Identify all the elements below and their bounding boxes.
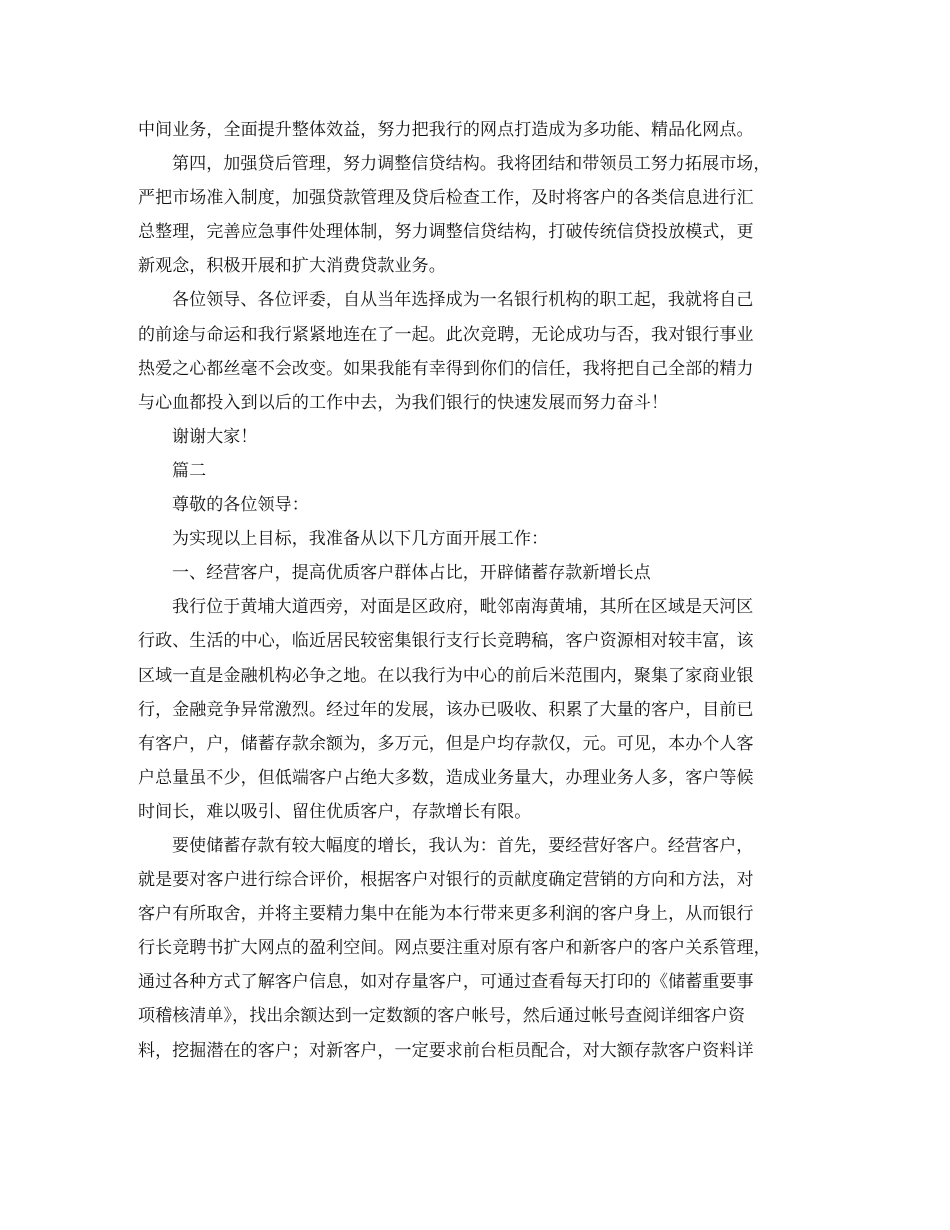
text-line: 中间业务，全面提升整体效益，努力把我行的网点打造成为多功能、精品化网点。 (138, 120, 754, 140)
text-line: 我行位于黄埔大道西旁，对面是区政府，毗邻南海黄埔，其所在区域是天河区 (172, 597, 754, 618)
text-line: 严把市场准入制度，加强贷款管理及贷后检查工作，及时将客户的各类信息进行汇 (138, 188, 754, 209)
text-line: 要使储蓄存款有较大幅度的增长，我认为：首先，要经营好客户。经营客户， (172, 835, 754, 856)
text-line: 第四，加强贷后管理，努力调整信贷结构。我将团结和带领员工努力拓展市场， (172, 154, 771, 175)
text-line: 通过各种方式了解客户信息，如对存量客户，可通过查看每天打印的《储蓄重要事 (138, 972, 754, 993)
text-line: 的前途与命运和我行紧紧地连在了一起。此次竞聘，无论成功与否，我对银行事业 (138, 324, 754, 345)
document-body (138, 113, 810, 1068)
text-line: 热爱之心都丝毫不会改变。如果我能有幸得到你们的信任，我将把自己全部的精力 (138, 358, 754, 379)
text-line: 与心血都投入到以后的工作中去，为我们银行的快速发展而努力奋斗！ (138, 392, 669, 413)
text-line: 客户有所取舍，并将主要精力集中在能为本行带来更多利润的客户身上，从而银行 (138, 904, 754, 925)
text-line: 项稽核清单》，找出余额达到一定数额的客户帐号，然后通过帐号查阅详细客户资 (138, 1006, 746, 1027)
text-line: 就是要对客户进行综合评价，根据客户对银行的贡献度确定营销的方向和方法，对 (138, 870, 754, 891)
text-line: 各位领导、各位评委，自从当年选择成为一名银行机构的职工起，我就将自己 (172, 290, 754, 311)
text-line: 有客户，户，储蓄存款余额为，多万元，但是户均存款仅，元。可见，本办个人客 (138, 733, 754, 754)
text-line: 区域一直是金融机构必争之地。在以我行为中心的前后米范围内，聚集了家商业银 (138, 665, 754, 686)
text-line: 料，挖掘潜在的客户；对新客户，一定要求前台柜员配合，对大额存款客户资料详 (138, 1040, 754, 1061)
text-line: 一、经营客户，提高优质客户群体占比，开辟储蓄存款新增长点 (172, 563, 651, 584)
text-line: 总整理，完善应急事件处理体制，努力调整信贷结构，打破传统信贷投放模式，更 (138, 222, 754, 243)
text-line: 谢谢大家！ (172, 426, 258, 447)
text-line: 为实现以上目标，我准备从以下几方面开展工作： (172, 529, 549, 550)
text-line: 尊敬的各位领导： (172, 495, 309, 516)
text-line: 户总量虽不少，但低端客户占绝大多数，造成业务量大，办理业务人多，客户等候 (138, 767, 754, 788)
text-line: 篇二 (172, 460, 207, 481)
text-line: 行长竞聘书扩大网点的盈利空间。网点要注重对原有客户和新客户的客户关系管理， (138, 938, 771, 959)
text-line: 时间长，难以吸引、留住优质客户，存款增长有限。 (138, 801, 532, 822)
text-line: 新观念，积极开展和扩大消费贷款业务。 (138, 256, 446, 277)
text-line: 行政、生活的中心，临近居民较密集银行支行长竞聘稿，客户资源相对较丰富，该 (138, 631, 754, 652)
text-line: 行，金融竞争异常激烈。经过年的发展，该办已吸收、积累了大量的客户，目前已 (138, 699, 754, 720)
